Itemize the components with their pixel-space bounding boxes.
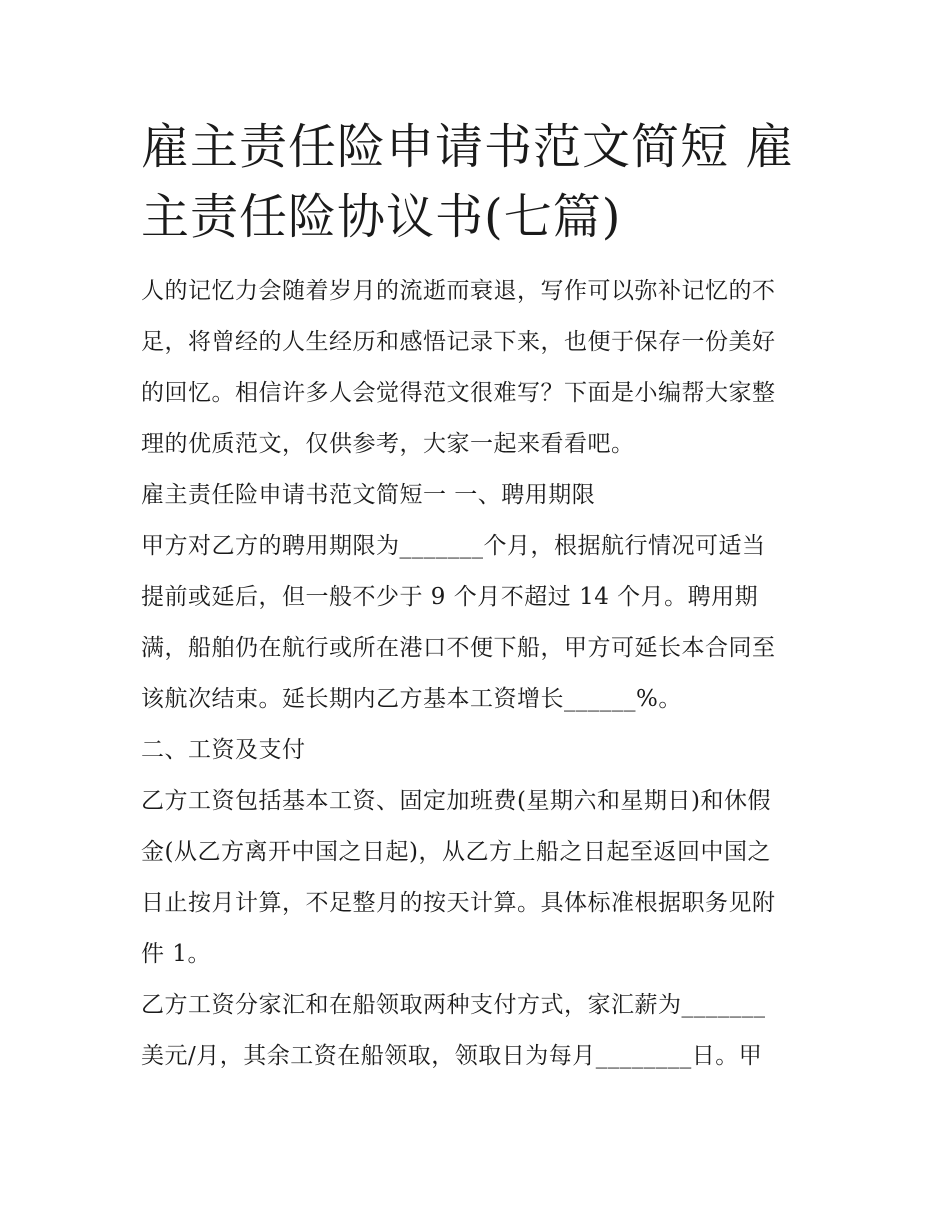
employment-term-paragraph <box>141 521 821 725</box>
text-line: 二、工资及支付 <box>141 737 306 763</box>
text-line: 甲方对乙方的聘用期限为_______个月，根据航行情况可适当 <box>141 533 766 559</box>
title-line: 雇主责任险申请书范文简短 雇 <box>141 119 795 175</box>
title-line: 主责任险协议书(七篇) <box>141 189 622 245</box>
document-title <box>141 112 821 252</box>
wage-composition-paragraph <box>141 776 821 980</box>
text-line: 件 1。 <box>141 941 211 967</box>
text-line: 满，船舶仍在航行或所在港口不便下船，甲方可延长本合同至 <box>141 635 776 661</box>
text-line: 理的优质范文，仅供参考，大家一起来看看吧。 <box>141 431 635 457</box>
text-line: 人的记忆力会随着岁月的流逝而衰退，写作可以弥补记忆的不 <box>141 278 776 304</box>
text-line: 提前或延后，但一般不少于 9 个月不超过 14 个月。聘用期 <box>141 584 759 610</box>
text-line: 乙方工资包括基本工资、固定加班费(星期六和星期日)和休假 <box>141 788 771 814</box>
wage-payment-paragraph <box>141 980 821 1082</box>
text-line: 足，将曾经的人生经历和感悟记录下来，也便于保存一份美好 <box>141 329 776 355</box>
text-line: 雇主责任险申请书范文简短一 一、聘用期限 <box>141 482 596 508</box>
text-line: 的回忆。相信许多人会觉得范文很难写？下面是小编帮大家整 <box>141 380 776 406</box>
text-line: 金(从乙方离开中国之日起)，从乙方上船之日起至返回中国之 <box>141 839 771 865</box>
text-line: 日止按月计算，不足整月的按天计算。具体标准根据职务见附 <box>141 890 776 916</box>
section-heading <box>141 470 821 521</box>
text-line: 美元/月，其余工资在船领取，领取日为每月________日。甲 <box>141 1043 763 1069</box>
text-line: 乙方工资分家汇和在船领取两种支付方式，家汇薪为_______ <box>141 992 766 1018</box>
intro-paragraph <box>141 266 821 470</box>
document-page <box>141 112 821 1082</box>
text-line: 该航次结束。延长期内乙方基本工资增长______%。 <box>141 686 682 712</box>
section-heading <box>141 725 821 776</box>
